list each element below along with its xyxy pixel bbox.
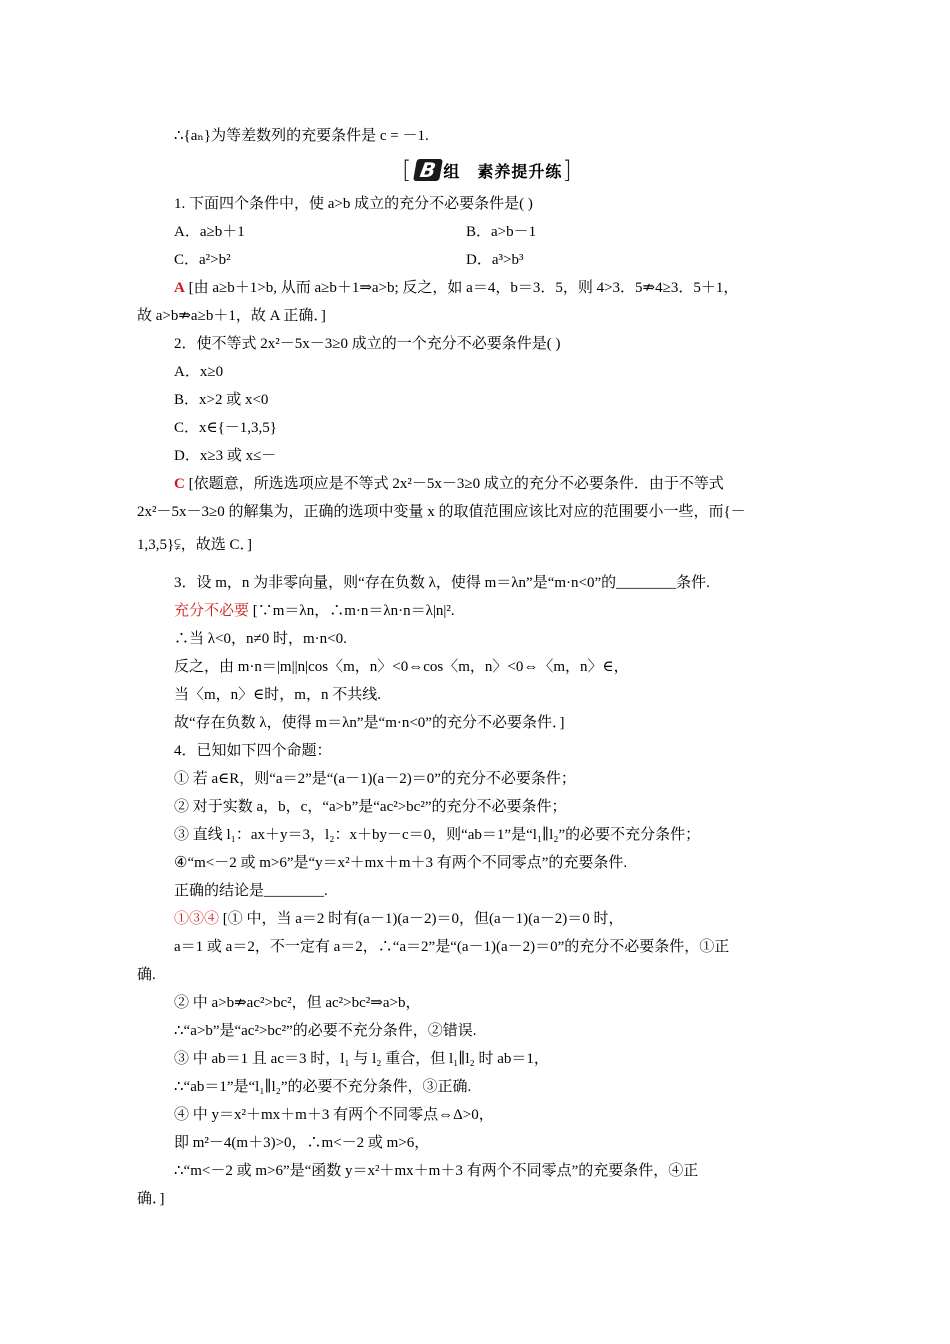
text-line: 正确的结论是________. xyxy=(174,883,328,899)
text-line: a＝1 或 a＝2，不一定有 a＝2，∴“a＝2”是“(a－1)(a－2)＝0”的充分不必要条件，①正 xyxy=(174,939,730,955)
text-line: ③ 中 ab＝1 且 ac＝3 时，l₁ 与 l₂ 重合，但 l₁∥l₂ 时 ab＝1， xyxy=(174,1051,549,1067)
group-b-logo: B xyxy=(413,159,443,181)
option-b: B．x>2 或 x<0 xyxy=(174,392,269,408)
explanation: [① 中，当 a＝2 时有(a－1)(a－2)＝0，但(a－1)(a－2)＝0 时， xyxy=(219,911,624,927)
bracket-left: [ xyxy=(402,156,412,184)
answer-label: ①③④ xyxy=(174,911,220,927)
question-3: 3．设 m，n 为非零向量，则“存在负数 λ，使得 m＝λn”是“m·n<0”的________条件. xyxy=(174,575,710,591)
text-line: ∴“m<－2 或 m>6”是“函数 y＝x²＋mx＋m＋3 有两个不同零点”的充要条件，④正 xyxy=(174,1163,699,1179)
text-line: ④ 中 y＝x²＋mx＋m＋3 有两个不同零点⇔Δ>0， xyxy=(174,1107,494,1123)
answer-line xyxy=(174,278,738,298)
text-line: 反之，由 m·n＝|m||n|cos〈m，n〉<0⇔cos〈m，n〉<0⇔〈m，n〉∈， xyxy=(174,659,629,675)
explanation: [依题意，所选选项应是不等式 2x²－5x－3≥0 成立的充分不必要条件．由于不等式 xyxy=(184,476,724,492)
option-b: B．a>b－1 xyxy=(466,224,537,240)
option-c: C．x∈{－1,3,5} xyxy=(174,420,278,436)
question-2: 2．使不等式 2x²－5x－3≥0 成立的一个充分不必要条件是( ) xyxy=(174,336,561,352)
text-line: 即 m²－4(m＋3)>0，∴m<－2 或 m>6， xyxy=(174,1135,430,1151)
proposition-4: ④“m<－2 或 m>6”是“y＝x²＋mx＋m＋3 有两个不同零点”的充要条件. xyxy=(174,855,628,871)
option-a: A．x≥0 xyxy=(174,364,224,380)
answer-line xyxy=(174,909,624,929)
answer-label: 充分不必要 xyxy=(174,603,250,619)
explanation: [由 a≥b＋1>b, 从而 a≥b＋1⇒a>b; 反之，如 a＝4，b＝3．5，则 4>3．5⇏4≥3．5＋1， xyxy=(184,280,739,296)
proposition-1: ① 若 a∈R，则“a＝2”是“(a－1)(a－2)＝0”的充分不必要条件； xyxy=(174,771,576,787)
text-line: ∴“a>b”是“ac²>bc²”的必要不充分条件，②错误. xyxy=(174,1023,477,1039)
option-d: D．a³>b³ xyxy=(466,252,524,268)
question-1: 1. 下面四个条件中，使 a>b 成立的充分不必要条件是( ) xyxy=(174,196,533,212)
text-line: ∴{aₙ}为等差数列的充要条件是 c = －1. xyxy=(174,128,429,144)
text-line: 确．] xyxy=(137,1191,165,1207)
answer-line xyxy=(174,474,724,494)
text-line: 当〈m，n〉∈时，m，n 不共线. xyxy=(174,687,381,703)
bracket-right: ] xyxy=(562,156,572,184)
answer-label: C xyxy=(174,476,185,492)
text-line: 2x²－5x－3≥0 的解集为，正确的选项中变量 x 的取值范围应该比对应的范围要小一些，而{－ xyxy=(137,504,746,520)
section-title: 组 素养提升练 xyxy=(443,161,563,181)
option-c: C．a²>b² xyxy=(174,252,231,268)
answer-label: A xyxy=(174,280,185,296)
text-line: 1,3,5}⫋，故选 C．] xyxy=(137,537,253,553)
proposition-3: ③ 直线 l₁：ax＋y＝3，l₂：x＋by－c＝0，则“ab＝1”是“l₁∥l₂”的必要不充分条件； xyxy=(174,827,701,843)
text-line: 故“存在负数 λ，使得 m＝λn”是“m·n<0”的充分不必要条件．] xyxy=(174,715,565,731)
text-line: ∴当 λ<0，n≠0 时，m·n<0. xyxy=(174,631,347,647)
text-line: ② 中 a>b⇏ac²>bc²，但 ac²>bc²⇒a>b， xyxy=(174,995,421,1011)
question-4: 4．已知如下四个命题： xyxy=(174,743,332,759)
option-a: A．a≥b＋1 xyxy=(174,224,245,240)
text-line: 故 a>b⇏a≥b＋1，故 A 正确．] xyxy=(137,308,326,324)
explanation: [∵m＝λn，∴m·n＝λn·n＝λ|n|². xyxy=(249,603,455,619)
proposition-2: ② 对于实数 a，b，c，“a>b”是“ac²>bc²”的充分不必要条件； xyxy=(174,799,567,815)
text-line: ∴“ab＝1”是“l₁∥l₂”的必要不充分条件，③正确. xyxy=(174,1079,472,1095)
section-header xyxy=(402,155,577,185)
answer-line xyxy=(174,601,455,621)
text-line: 确. xyxy=(137,967,156,983)
option-d: D．x≥3 或 x≤－ xyxy=(174,448,277,464)
